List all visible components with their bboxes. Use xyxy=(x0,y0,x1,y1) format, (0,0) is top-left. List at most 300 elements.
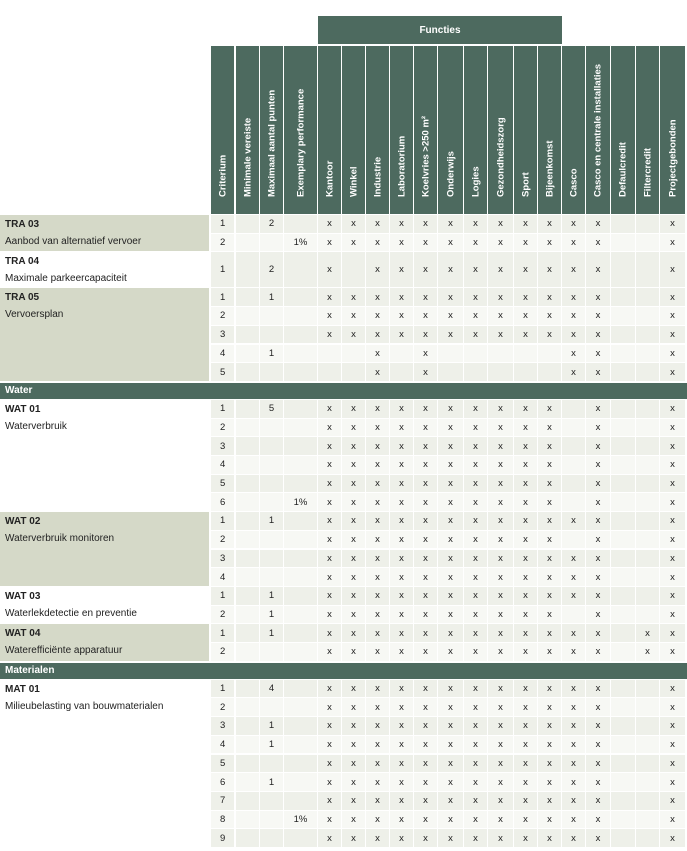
function-cell: x xyxy=(562,736,585,754)
value-cell xyxy=(236,811,259,829)
function-cell: x xyxy=(342,717,365,735)
function-cell: x xyxy=(538,736,561,754)
criterion-label xyxy=(0,400,209,511)
function-cell: x xyxy=(318,643,341,661)
section-header: Materialen xyxy=(0,663,687,679)
function-cell xyxy=(342,345,365,363)
function-cell: x xyxy=(438,624,463,642)
function-cell xyxy=(636,773,659,791)
function-cell: x xyxy=(414,512,437,530)
value-cell xyxy=(284,680,317,698)
function-cell: x xyxy=(538,792,561,810)
function-cell xyxy=(611,606,635,624)
value-cell xyxy=(236,252,259,287)
function-cell: x xyxy=(514,288,537,306)
value-cell xyxy=(284,419,317,437)
criterium-number: 1 xyxy=(211,400,234,418)
function-cell: x xyxy=(438,643,463,661)
function-cell: x xyxy=(366,587,389,605)
value-cell xyxy=(236,736,259,754)
value-cell xyxy=(284,792,317,810)
criterium-number: 1 xyxy=(211,288,234,306)
function-cell: x xyxy=(514,307,537,325)
function-cell xyxy=(611,773,635,791)
criterion-code: TRA 04 xyxy=(5,256,40,268)
function-cell: x xyxy=(318,829,341,847)
function-cell: x xyxy=(514,493,537,511)
criterion-label xyxy=(0,680,209,847)
criterion-label xyxy=(0,624,209,660)
function-cell: x xyxy=(438,829,463,847)
function-cell: x xyxy=(342,568,365,586)
function-cell: x xyxy=(586,792,610,810)
function-cell: x xyxy=(366,811,389,829)
function-cell: x xyxy=(366,792,389,810)
function-cell xyxy=(611,736,635,754)
function-cell: x xyxy=(342,736,365,754)
value-cell xyxy=(284,252,317,287)
column-header xyxy=(660,46,685,214)
function-cell: x xyxy=(488,624,513,642)
function-cell: x xyxy=(538,419,561,437)
function-cell: x xyxy=(464,215,487,233)
function-cell: x xyxy=(464,624,487,642)
value-cell: 1 xyxy=(260,717,283,735)
function-cell: x xyxy=(514,736,537,754)
function-cell: x xyxy=(660,643,685,661)
function-cell: x xyxy=(366,345,389,363)
criterion-name: Waterverbruik xyxy=(5,420,67,432)
function-cell: x xyxy=(342,773,365,791)
value-cell: 1 xyxy=(260,773,283,791)
function-cell: x xyxy=(514,437,537,455)
function-cell: x xyxy=(414,568,437,586)
function-cell: x xyxy=(414,624,437,642)
function-cell: x xyxy=(488,811,513,829)
function-cell: x xyxy=(538,587,561,605)
function-cell: x xyxy=(464,717,487,735)
function-cell: x xyxy=(390,568,413,586)
function-cell: x xyxy=(538,307,561,325)
value-cell xyxy=(236,419,259,437)
function-cell: x xyxy=(390,680,413,698)
column-header-label: Exemplary performance xyxy=(295,88,306,197)
function-cell: x xyxy=(514,252,537,287)
function-cell xyxy=(636,698,659,716)
function-cell: x xyxy=(318,400,341,418)
function-cell: x xyxy=(488,437,513,455)
criterium-number: 3 xyxy=(211,717,234,735)
function-cell: x xyxy=(538,624,561,642)
function-cell: x xyxy=(660,419,685,437)
function-cell: x xyxy=(586,345,610,363)
function-cell xyxy=(438,345,463,363)
function-cell: x xyxy=(390,400,413,418)
column-header-label: Logies xyxy=(470,166,481,197)
function-cell xyxy=(488,345,513,363)
function-cell xyxy=(636,307,659,325)
value-cell xyxy=(236,288,259,306)
function-cell: x xyxy=(438,419,463,437)
function-cell: x xyxy=(464,829,487,847)
function-cell xyxy=(611,550,635,568)
function-cell: x xyxy=(390,419,413,437)
function-cell: x xyxy=(586,419,610,437)
value-cell xyxy=(284,326,317,344)
function-cell xyxy=(562,606,585,624)
function-cell: x xyxy=(464,680,487,698)
criterion-label xyxy=(0,215,209,251)
criterion-label xyxy=(0,252,209,287)
function-cell: x xyxy=(586,252,610,287)
function-cell: x xyxy=(488,234,513,252)
column-header xyxy=(414,46,437,214)
criterium-number: 1 xyxy=(211,215,234,233)
column-header-label: Winkel xyxy=(348,166,359,197)
column-header xyxy=(260,46,283,214)
function-cell xyxy=(636,568,659,586)
function-cell: x xyxy=(366,550,389,568)
function-cell: x xyxy=(464,512,487,530)
function-cell: x xyxy=(586,215,610,233)
function-cell: x xyxy=(342,829,365,847)
function-cell: x xyxy=(538,326,561,344)
function-cell: x xyxy=(488,288,513,306)
function-cell: x xyxy=(318,624,341,642)
function-cell: x xyxy=(464,252,487,287)
value-cell xyxy=(236,437,259,455)
function-cell: x xyxy=(538,550,561,568)
function-cell: x xyxy=(562,568,585,586)
function-cell: x xyxy=(488,698,513,716)
column-header xyxy=(611,46,635,214)
function-cell: x xyxy=(538,773,561,791)
function-cell: x xyxy=(414,587,437,605)
function-cell: x xyxy=(538,568,561,586)
function-cell: x xyxy=(538,456,561,474)
function-cell: x xyxy=(538,234,561,252)
function-cell: x xyxy=(488,456,513,474)
function-cell xyxy=(636,234,659,252)
function-cell: x xyxy=(342,288,365,306)
function-cell xyxy=(636,493,659,511)
function-cell xyxy=(636,345,659,363)
function-cell: x xyxy=(562,624,585,642)
function-cell xyxy=(636,326,659,344)
function-cell: x xyxy=(562,698,585,716)
function-cell: x xyxy=(414,680,437,698)
function-cell: x xyxy=(390,736,413,754)
function-cell: x xyxy=(586,568,610,586)
function-cell: x xyxy=(514,234,537,252)
criterion-name: Milieubelasting van bouwmaterialen xyxy=(5,700,164,712)
function-cell: x xyxy=(438,400,463,418)
function-cell: x xyxy=(464,811,487,829)
function-cell: x xyxy=(488,717,513,735)
function-cell xyxy=(488,363,513,381)
function-cell: x xyxy=(636,624,659,642)
function-cell: x xyxy=(438,736,463,754)
function-cell: x xyxy=(538,717,561,735)
function-cell: x xyxy=(390,773,413,791)
function-cell xyxy=(611,624,635,642)
function-cell xyxy=(611,587,635,605)
function-cell: x xyxy=(318,512,341,530)
function-cell: x xyxy=(488,736,513,754)
criterium-number: 3 xyxy=(211,550,234,568)
value-cell: 2 xyxy=(260,252,283,287)
function-cell: x xyxy=(318,811,341,829)
function-cell: x xyxy=(660,698,685,716)
value-cell: 1 xyxy=(260,624,283,642)
function-cell: x xyxy=(438,288,463,306)
function-cell xyxy=(390,363,413,381)
function-cell: x xyxy=(464,568,487,586)
function-cell: x xyxy=(538,829,561,847)
criterion-label xyxy=(0,512,209,586)
function-cell: x xyxy=(366,400,389,418)
function-cell: x xyxy=(390,512,413,530)
function-cell: x xyxy=(366,437,389,455)
function-cell: x xyxy=(342,606,365,624)
function-cell: x xyxy=(538,215,561,233)
function-cell: x xyxy=(586,234,610,252)
function-cell xyxy=(611,811,635,829)
value-cell xyxy=(236,643,259,661)
column-header-label: Criterium xyxy=(217,154,228,197)
value-cell xyxy=(236,512,259,530)
function-cell: x xyxy=(414,811,437,829)
criterion-code: TRA 03 xyxy=(5,219,40,230)
function-cell: x xyxy=(318,234,341,252)
function-cell: x xyxy=(414,288,437,306)
function-cell: x xyxy=(414,755,437,773)
value-cell xyxy=(236,606,259,624)
function-cell xyxy=(611,493,635,511)
function-cell: x xyxy=(318,550,341,568)
function-cell xyxy=(318,363,341,381)
criterium-number: 1 xyxy=(211,624,234,642)
value-cell xyxy=(236,493,259,511)
function-cell: x xyxy=(366,475,389,493)
function-cell: x xyxy=(414,531,437,549)
function-cell: x xyxy=(390,643,413,661)
function-cell: x xyxy=(586,811,610,829)
function-cell: x xyxy=(390,811,413,829)
column-header-label: Projectgebonden xyxy=(667,119,678,197)
function-cell: x xyxy=(318,531,341,549)
function-cell: x xyxy=(660,792,685,810)
value-cell xyxy=(236,698,259,716)
column-header-label: Onderwijs xyxy=(445,151,456,197)
function-cell xyxy=(562,531,585,549)
function-cell xyxy=(438,363,463,381)
criterium-number: 1 xyxy=(211,587,234,605)
function-cell: x xyxy=(660,437,685,455)
function-cell xyxy=(636,792,659,810)
column-header-label: Laboratorium xyxy=(396,135,407,197)
column-header-label: Sport xyxy=(520,172,531,197)
function-cell xyxy=(611,698,635,716)
function-cell: x xyxy=(562,512,585,530)
value-cell xyxy=(236,400,259,418)
function-cell: x xyxy=(438,811,463,829)
value-cell xyxy=(260,475,283,493)
function-cell: x xyxy=(660,307,685,325)
function-cell: x xyxy=(438,773,463,791)
function-cell: x xyxy=(514,456,537,474)
value-cell xyxy=(260,326,283,344)
function-cell xyxy=(611,531,635,549)
function-cell: x xyxy=(318,698,341,716)
function-cell: x xyxy=(342,550,365,568)
function-cell: x xyxy=(390,829,413,847)
function-cell: x xyxy=(366,288,389,306)
criterion-name: Vervoersplan xyxy=(5,309,64,321)
function-cell: x xyxy=(514,531,537,549)
function-cell: x xyxy=(562,792,585,810)
function-cell: x xyxy=(366,680,389,698)
function-cell: x xyxy=(464,326,487,344)
function-cell: x xyxy=(562,680,585,698)
function-cell: x xyxy=(390,698,413,716)
value-cell: 1 xyxy=(260,736,283,754)
column-header-label: Kantoor xyxy=(324,160,335,197)
criterion-name: Waterefficiënte apparatuur xyxy=(5,645,123,657)
function-cell: x xyxy=(318,326,341,344)
value-cell xyxy=(260,698,283,716)
criterium-number: 2 xyxy=(211,234,234,252)
function-cell: x xyxy=(342,792,365,810)
value-cell xyxy=(260,531,283,549)
criterium-number: 2 xyxy=(211,307,234,325)
function-cell: x xyxy=(514,587,537,605)
function-cell xyxy=(611,475,635,493)
value-cell xyxy=(284,717,317,735)
function-cell xyxy=(342,363,365,381)
value-cell: 1 xyxy=(260,345,283,363)
function-cell: x xyxy=(514,698,537,716)
function-cell: x xyxy=(366,456,389,474)
function-cell: x xyxy=(366,307,389,325)
function-cell: x xyxy=(318,252,341,287)
function-cell: x xyxy=(660,736,685,754)
function-cell: x xyxy=(414,215,437,233)
value-cell xyxy=(236,234,259,252)
function-cell: x xyxy=(488,680,513,698)
function-cell xyxy=(562,400,585,418)
function-cell: x xyxy=(342,680,365,698)
value-cell xyxy=(284,288,317,306)
function-cell: x xyxy=(342,215,365,233)
function-cell: x xyxy=(562,345,585,363)
function-cell: x xyxy=(538,531,561,549)
function-cell: x xyxy=(342,755,365,773)
function-cell: x xyxy=(318,717,341,735)
function-cell: x xyxy=(660,326,685,344)
function-cell: x xyxy=(660,475,685,493)
value-cell xyxy=(260,550,283,568)
value-cell xyxy=(236,717,259,735)
criterion-name: Waterlekdetectie en preventie xyxy=(5,607,137,619)
function-cell: x xyxy=(342,456,365,474)
column-header xyxy=(342,46,365,214)
function-cell xyxy=(611,419,635,437)
function-cell: x xyxy=(514,215,537,233)
function-cell: x xyxy=(538,811,561,829)
column-header-label: Defaulcredit xyxy=(617,142,629,197)
function-cell: x xyxy=(342,419,365,437)
function-cell xyxy=(514,363,537,381)
criterion-code: WAT 04 xyxy=(5,628,41,640)
function-cell: x xyxy=(488,419,513,437)
function-cell: x xyxy=(660,829,685,847)
function-cell: x xyxy=(342,307,365,325)
function-cell: x xyxy=(586,550,610,568)
column-header xyxy=(236,46,259,214)
function-cell: x xyxy=(660,493,685,511)
function-cell: x xyxy=(660,550,685,568)
function-cell: x xyxy=(414,829,437,847)
function-cell: x xyxy=(366,531,389,549)
value-cell xyxy=(284,606,317,624)
function-cell: x xyxy=(660,755,685,773)
function-cell: x xyxy=(488,512,513,530)
criterium-number: 3 xyxy=(211,437,234,455)
function-cell: x xyxy=(562,326,585,344)
function-cell: x xyxy=(464,419,487,437)
value-cell xyxy=(236,326,259,344)
value-cell xyxy=(284,531,317,549)
value-cell xyxy=(284,829,317,847)
function-cell: x xyxy=(438,475,463,493)
column-header xyxy=(586,46,610,214)
function-cell: x xyxy=(318,419,341,437)
function-cell: x xyxy=(464,400,487,418)
value-cell: 1 xyxy=(260,587,283,605)
function-cell: x xyxy=(514,643,537,661)
criterium-number: 5 xyxy=(211,755,234,773)
function-cell: x xyxy=(414,437,437,455)
function-cell: x xyxy=(488,773,513,791)
value-cell xyxy=(236,363,259,381)
function-cell xyxy=(611,755,635,773)
function-cell: x xyxy=(414,456,437,474)
value-cell xyxy=(284,475,317,493)
function-cell xyxy=(562,456,585,474)
value-cell xyxy=(260,643,283,661)
function-cell: x xyxy=(366,419,389,437)
function-cell: x xyxy=(366,326,389,344)
function-cell: x xyxy=(488,792,513,810)
criterium-number: 2 xyxy=(211,531,234,549)
function-cell: x xyxy=(514,755,537,773)
function-cell: x xyxy=(660,531,685,549)
function-cell: x xyxy=(390,755,413,773)
function-cell: x xyxy=(464,643,487,661)
criterion-code: TRA 05 xyxy=(5,292,40,304)
function-cell: x xyxy=(488,493,513,511)
function-cell: x xyxy=(562,307,585,325)
function-cell: x xyxy=(318,568,341,586)
function-cell: x xyxy=(318,493,341,511)
criterium-number: 2 xyxy=(211,419,234,437)
column-header-label: Industrie xyxy=(372,156,383,197)
function-cell: x xyxy=(390,531,413,549)
column-header xyxy=(562,46,585,214)
function-cell: x xyxy=(438,493,463,511)
column-header xyxy=(464,46,487,214)
